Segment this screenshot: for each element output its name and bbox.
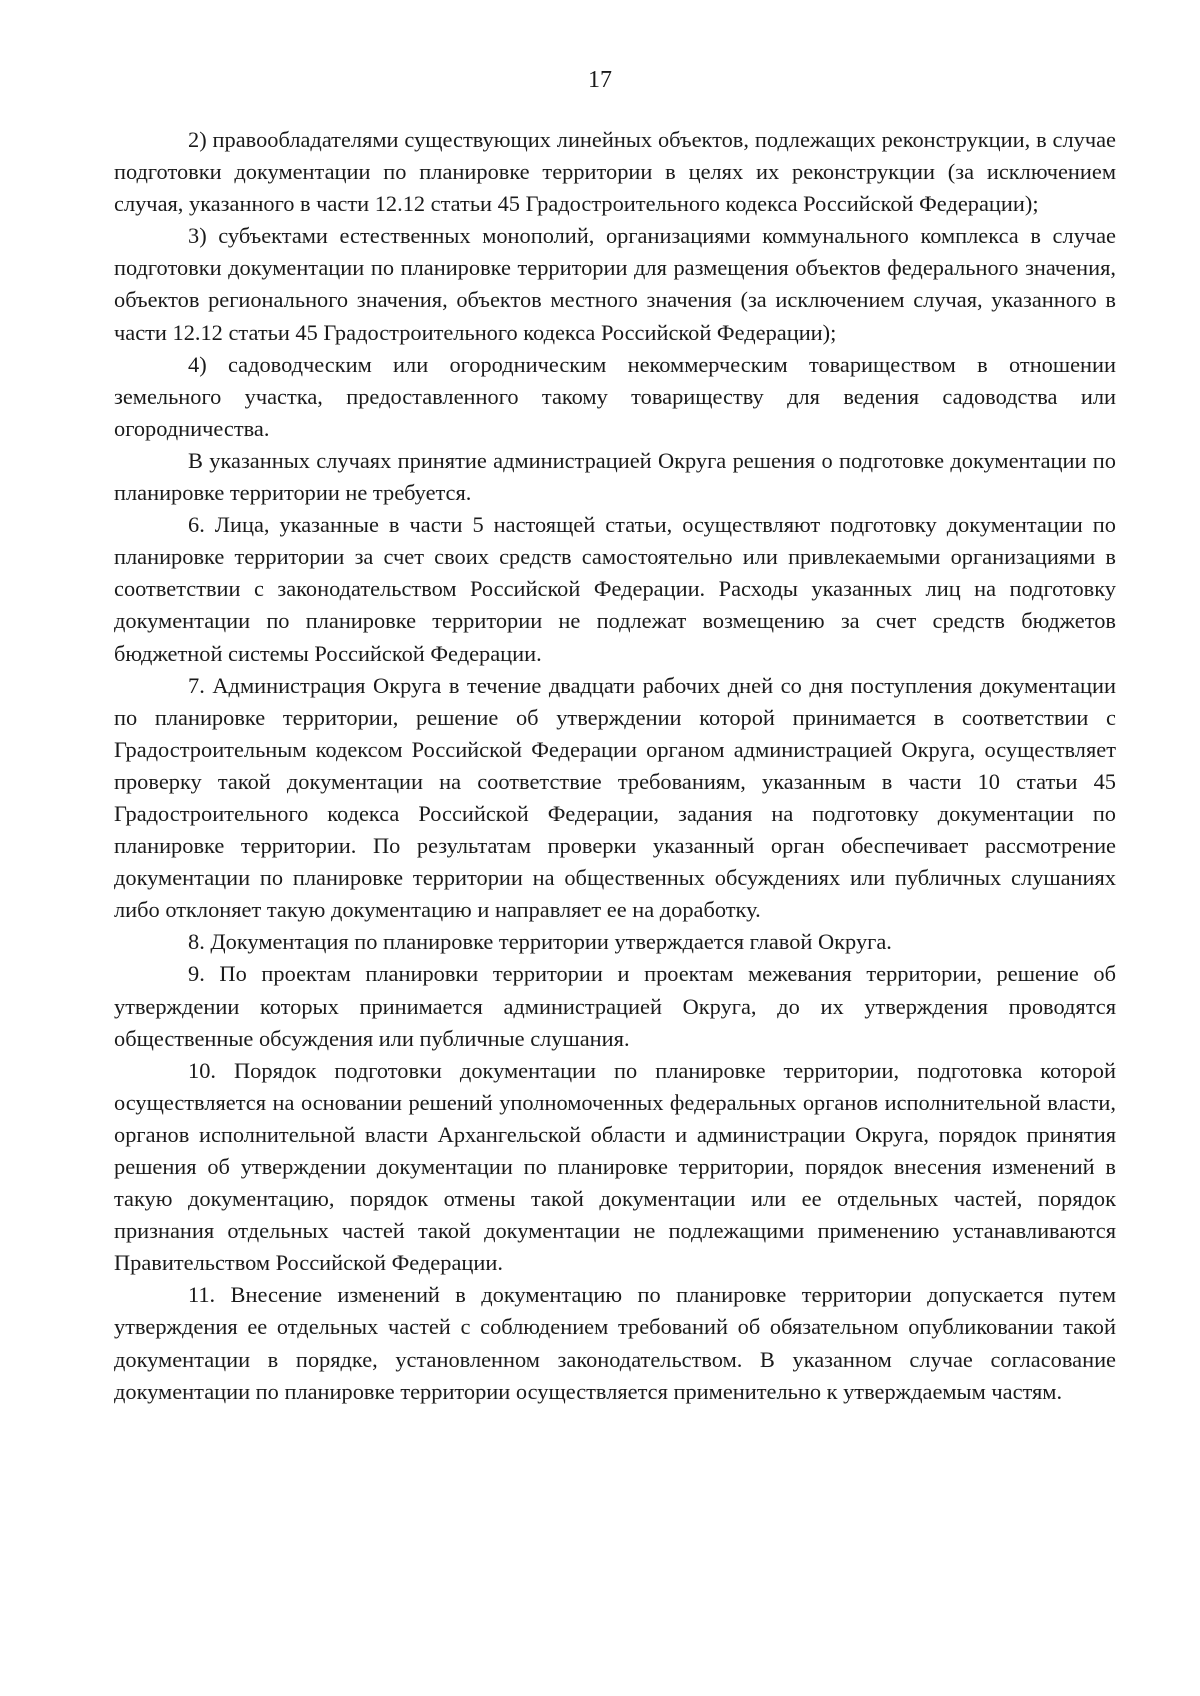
paragraph-section-10: 10. Порядок подготовки документации по планировке территории, подготовка которой осуществляется на основании решений уполномоченных федеральных органов исполнительной власти, органов исполнительной власти Архангельской области и администрации Округа, порядок принятия решения об утверждении документации по планировке территории, порядок внесения изменений в такую документацию, порядок отмены такой документации или ее отдельных частей, порядок признания отдельных частей такой документации не подлежащими применению устанавливаются Правительством Российской Федерации. (114, 1057, 1116, 1276)
paragraph-item-4: 4) садоводческим или огородническим некоммерческим товариществом в отношении земельного участка, предоставленного такому товариществу для ведения садоводства или огородничества. (114, 351, 1116, 441)
paragraph-section-6: 6. Лица, указанные в части 5 настоящей статьи, осуществляют подготовку документации по планировке территории за счет своих средств самостоятельно или привлекаемыми организациями в соответствии с законодательством Российской Федерации. Расходы указанных лиц на подготовку документации по планировке территории не подлежат возмещению за счет средств бюджетов бюджетной системы Российской Федерации. (114, 512, 1116, 666)
document-body (114, 124, 1116, 1408)
paragraph-section-9: 9. По проектам планировки территории и проектам межевания территории, решение об утверждении которых принимается администрацией Округа, до их утверждения проводятся общественные обсуждения или публичные слушания. (114, 961, 1116, 1051)
paragraph-section-8: 8. Документация по планировке территории утверждается главой Округа. (188, 929, 892, 955)
paragraph-section-7: 7. Администрация Округа в течение двадцати рабочих дней со дня поступления документации по планировке территории, решение об утверждении которой принимается в соответствии с Градостроительным кодексом Российской Федерации органом администрацией Округа, осуществляет проверку такой документации на соответствие требованиям, указанным в части 10 статьи 45 Градостроительного кодекса Российской Федерации, задания на подготовку документации по планировке территории. По результатам проверки указанный орган обеспечивает рассмотрение документации по планировке территории на общественных обсуждениях или публичных слушаниях либо отклоняет такую документацию и направляет ее на доработку. (114, 672, 1116, 923)
paragraph-note: В указанных случаях принятие администрацией Округа решения о подготовке документации по планировке территории не требуется. (114, 447, 1116, 506)
paragraph-section-11: 11. Внесение изменений в документацию по планировке территории допускается путем утверждения ее отдельных частей с соблюдением требований об обязательном опубликовании такой документации в порядке, установленном законодательством. В указанном случае согласование документации по планировке территории осуществляется применительно к утверждаемым частям. (114, 1282, 1116, 1404)
paragraph-item-2: 2) правообладателями существующих линейных объектов, подлежащих реконструкции, в случае подготовки документации по планировке территории в целях их реконструкции (за исключением случая, указанного в части 12.12 статьи 45 Градостроительного кодекса Российской Федерации); (114, 127, 1116, 217)
page-number: 17 (588, 67, 612, 93)
paragraph-item-3: 3) субъектами естественных монополий, организациями коммунального комплекса в случае подготовки документации по планировке территории для размещения объектов федерального значения, объектов регионального значения, объектов местного значения (за исключением случая, указанного в части 12.12 статьи 45 Градостроительного кодекса Российской Федерации); (114, 223, 1116, 345)
